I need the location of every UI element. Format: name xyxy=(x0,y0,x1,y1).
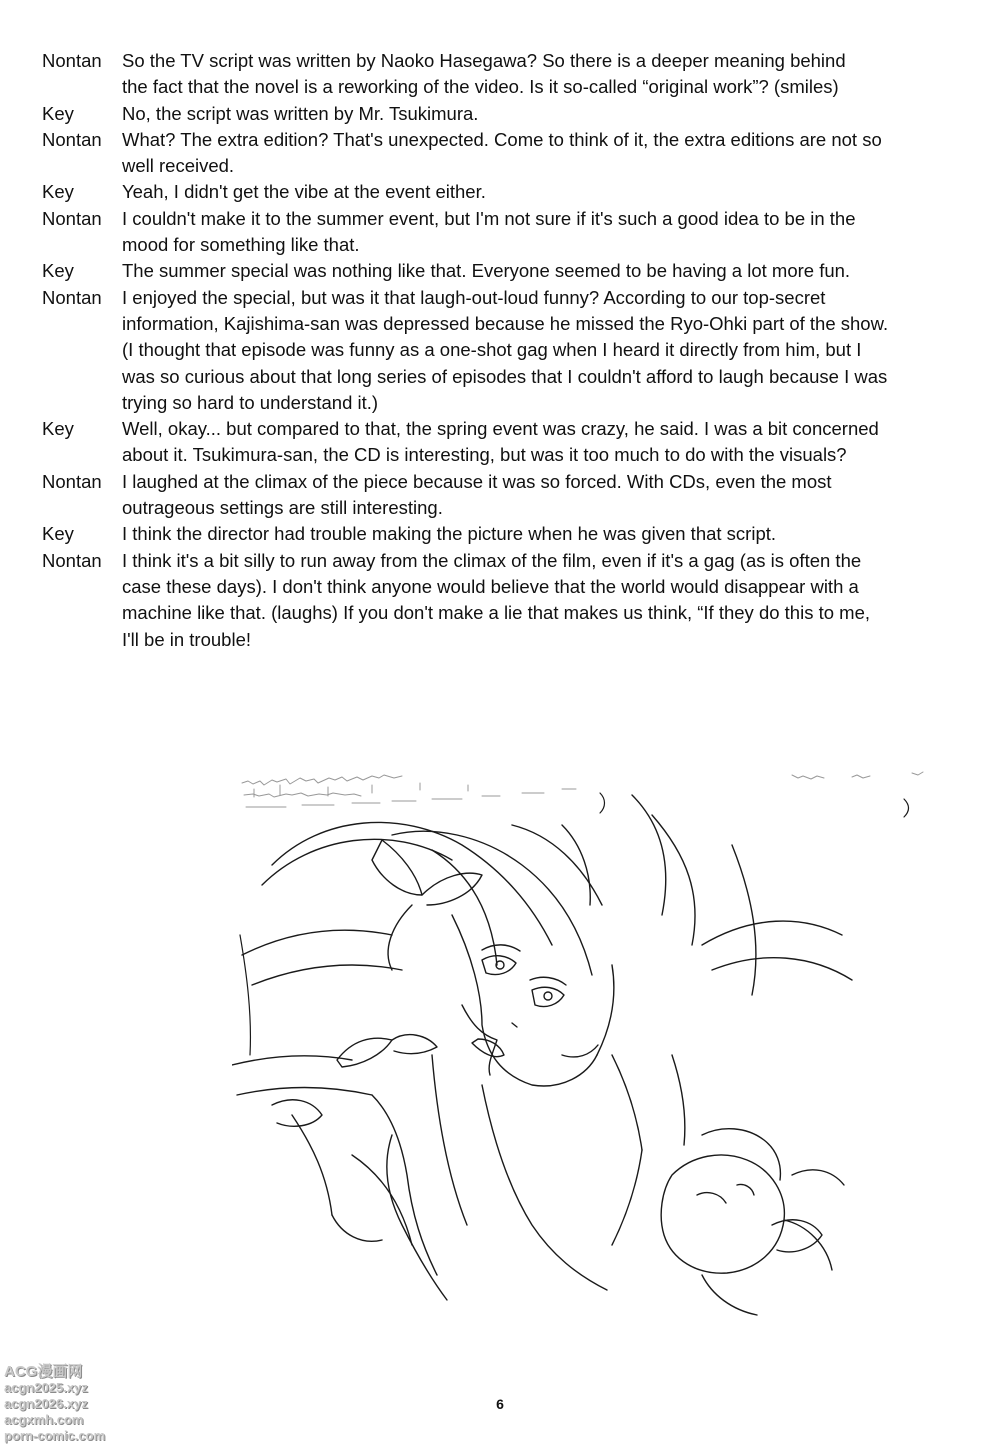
dialogue-line xyxy=(42,206,957,259)
dialogue-line xyxy=(42,548,957,653)
speaker-name: Key xyxy=(42,523,74,545)
speaker-name: Nontan xyxy=(42,549,102,571)
speaker-name: Key xyxy=(42,102,74,124)
speech-text: What? The extra edition? That's unexpected. Come to think of it, the extra editions are not so well received. xyxy=(122,128,882,177)
speech-text: I couldn't make it to the summer event, but I'm not sure if it's such a good idea to be in the mood for something like that. xyxy=(122,207,856,256)
hair-bow xyxy=(337,840,482,1067)
speech-text: So the TV script was written by Naoko Hasegawa? So there is a deeper meaning behind the fact that the novel is a reworking of the video. Is it so-called “original work”? (smiles) xyxy=(122,50,846,98)
creature-sketch xyxy=(661,1129,844,1315)
speaker-name: Nontan xyxy=(42,286,102,308)
speech-text: I think it's a bit silly to run away from the climax of the film, even if it's a gag (as is often the case these days). I don't think anyone would believe that the world would disappear with a machine like that. (laughs) If you don't make a lie that makes us think, “If they do this to me, I'll be in trouble! xyxy=(122,549,871,650)
dialogue-line xyxy=(42,127,957,180)
dialogue-line xyxy=(42,48,957,101)
speaker-name: Key xyxy=(42,181,74,203)
speech-text: Well, okay... but compared to that, the spring event was crazy, he said. I was a bit concerned about it. Tsukimura-san, the CD is interesting, but was it too much to do with the visuals? xyxy=(122,418,879,466)
speaker-name: Nontan xyxy=(42,470,102,492)
speaker-name: Key xyxy=(42,260,74,282)
speech-text: I enjoyed the special, but was it that laugh-out-loud funny? According to our top-secret information, Kajishima-san was depressed because he missed the Ryo-Ohki part of the show. (I thought that episode was funny as a one-shot gag when I heard it directly from him, but I was so curious about that long series of episodes that I couldn't afford to laugh because I was trying so hard to understand it.) xyxy=(122,286,889,413)
hair-strokes xyxy=(242,795,852,995)
dialogue-line xyxy=(42,521,957,547)
interview-transcript xyxy=(42,48,957,653)
speaker-name: Nontan xyxy=(42,128,102,150)
dialogue-line xyxy=(42,101,957,127)
speaker-name: Nontan xyxy=(42,50,102,71)
speech-text: No, the script was written by Mr. Tsukimura. xyxy=(122,102,479,124)
dialogue-line xyxy=(42,416,957,469)
pencil-sketch-illustration xyxy=(232,755,972,1335)
face xyxy=(452,915,614,1086)
watermark-line: acgn2025.xyz xyxy=(4,1380,88,1395)
page-number: 6 xyxy=(496,1396,504,1412)
speech-text: I think the director had trouble making the picture when he was given that script. xyxy=(122,523,777,545)
watermark-line: acgn2026.xyz xyxy=(4,1396,88,1411)
scan-noise xyxy=(242,772,923,807)
speaker-name: Key xyxy=(42,418,74,440)
arm-and-body xyxy=(232,1055,685,1300)
dialogue-line xyxy=(42,179,957,205)
speech-text: Yeah, I didn't get the vibe at the event either. xyxy=(122,181,486,203)
speech-text: The summer special was nothing like that. Everyone seemed to be having a lot more fun. xyxy=(122,260,851,282)
speaker-name: Nontan xyxy=(42,207,102,229)
dialogue-line xyxy=(42,285,957,416)
watermark-line: acgxmh.com xyxy=(4,1412,84,1427)
dialogue-line xyxy=(42,469,957,522)
watermark-line: porn-comic.com xyxy=(4,1428,106,1443)
watermark-brand: ACG漫画网 xyxy=(4,1363,83,1380)
dialogue-line xyxy=(42,258,957,284)
speech-text: I laughed at the climax of the piece because it was so forced. With CDs, even the most outrageous settings are still interesting. xyxy=(122,470,832,519)
